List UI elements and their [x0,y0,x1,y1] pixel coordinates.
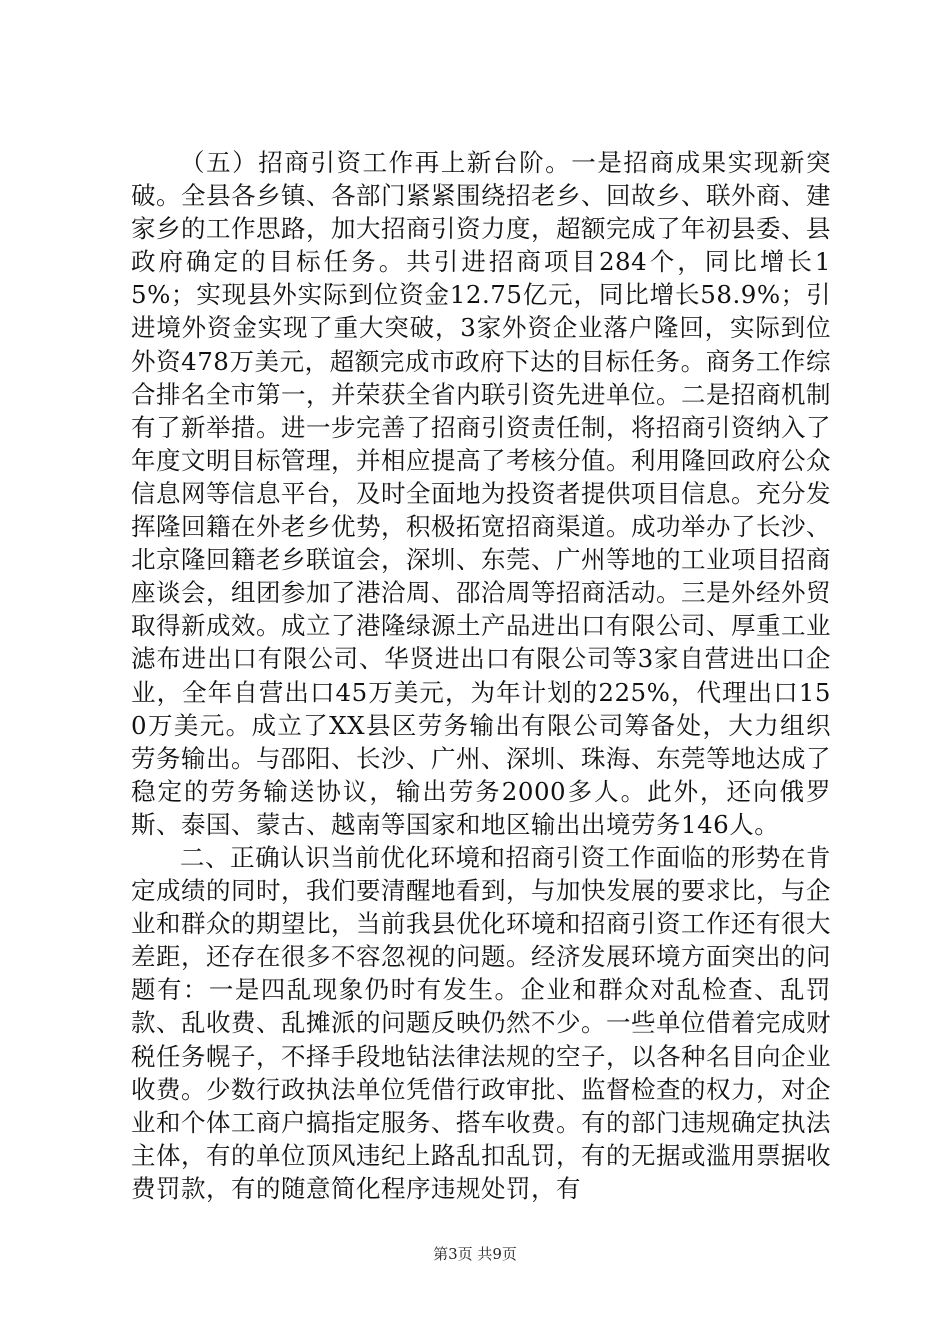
paragraph-current-situation: 二、正确认识当前优化环境和招商引资工作面临的形势在肯定成绩的同时，我们要清醒地看到，与加快发展的要求比，与企业和群众的期望比，当前我县优化环境和招商引资工作还有很大差距，还存在很多不容忽视的问题。经济发展环境方面突出的问题有：一是四乱现象仍时有发生。企业和群众对乱检查、乱罚款、乱收费、乱摊派的问题反映仍然不少。一些单位借着完成财税任务幌子，不择手段地钻法律法规的空子，以各种名目向企业收费。少数行政执法单位凭借行政审批、监督检查的权力，对企业和个体工商户搞指定服务、搭车收费。有的部门违规确定执法主体，有的单位顶风违纪上路乱扣乱罚，有的无据或滥用票据收费罚款，有的随意简化程序违规处罚，有 [131,842,831,1203]
document-body [131,146,831,1205]
page-number-footer: 第3页 共9页 [433,1245,517,1263]
paragraph-investment-achievements: （五）招商引资工作再上新台阶。一是招商成果实现新突破。全县各乡镇、各部门紧紧围绕招老乡、回故乡、联外商、建家乡的工作思路，加大招商引资力度，超额完成了年初县委、县政府确定的目标任务。共引进招商项目284个，同比增长15%；实现县外实际到位资金12.75亿元，同比增长58.9%；引进境外资金实现了重大突破，3家外资企业落户隆回，实际到位外资478万美元，超额完成市政府下达的目标任务。商务工作综合排名全市第一，并荣获全省内联引资先进单位。二是招商机制有了新举措。进一步完善了招商引资责任制，将招商引资纳入了年度文明目标管理，并相应提高了考核分值。利用隆回政府公众信息网等信息平台，及时全面地为投资者提供项目信息。充分发挥隆回籍在外老乡优势，积极拓宽招商渠道。成功举办了长沙、北京隆回籍老乡联谊会，深圳、东莞、广州等地的工业项目招商座谈会，组团参加了港洽周、邵洽周等招商活动。三是外经外贸取得新成效。成立了港隆绿源土产品进出口有限公司、厚重工业滤布进出口有限公司、华贤进出口有限公司等3家自营进出口企业，全年自营出口45万美元，为年计划的225%，代理出口150万美元。成立了XX县区劳务输出有限公司筹备处，大力组织劳务输出。与邵阳、长沙、广州、深圳、珠海、东莞等地达成了稳定的劳务输送协议，输出劳务2000多人。此外，还向俄罗斯、泰国、蒙古、越南等国家和地区输出出境劳务146人。 [131,148,831,839]
